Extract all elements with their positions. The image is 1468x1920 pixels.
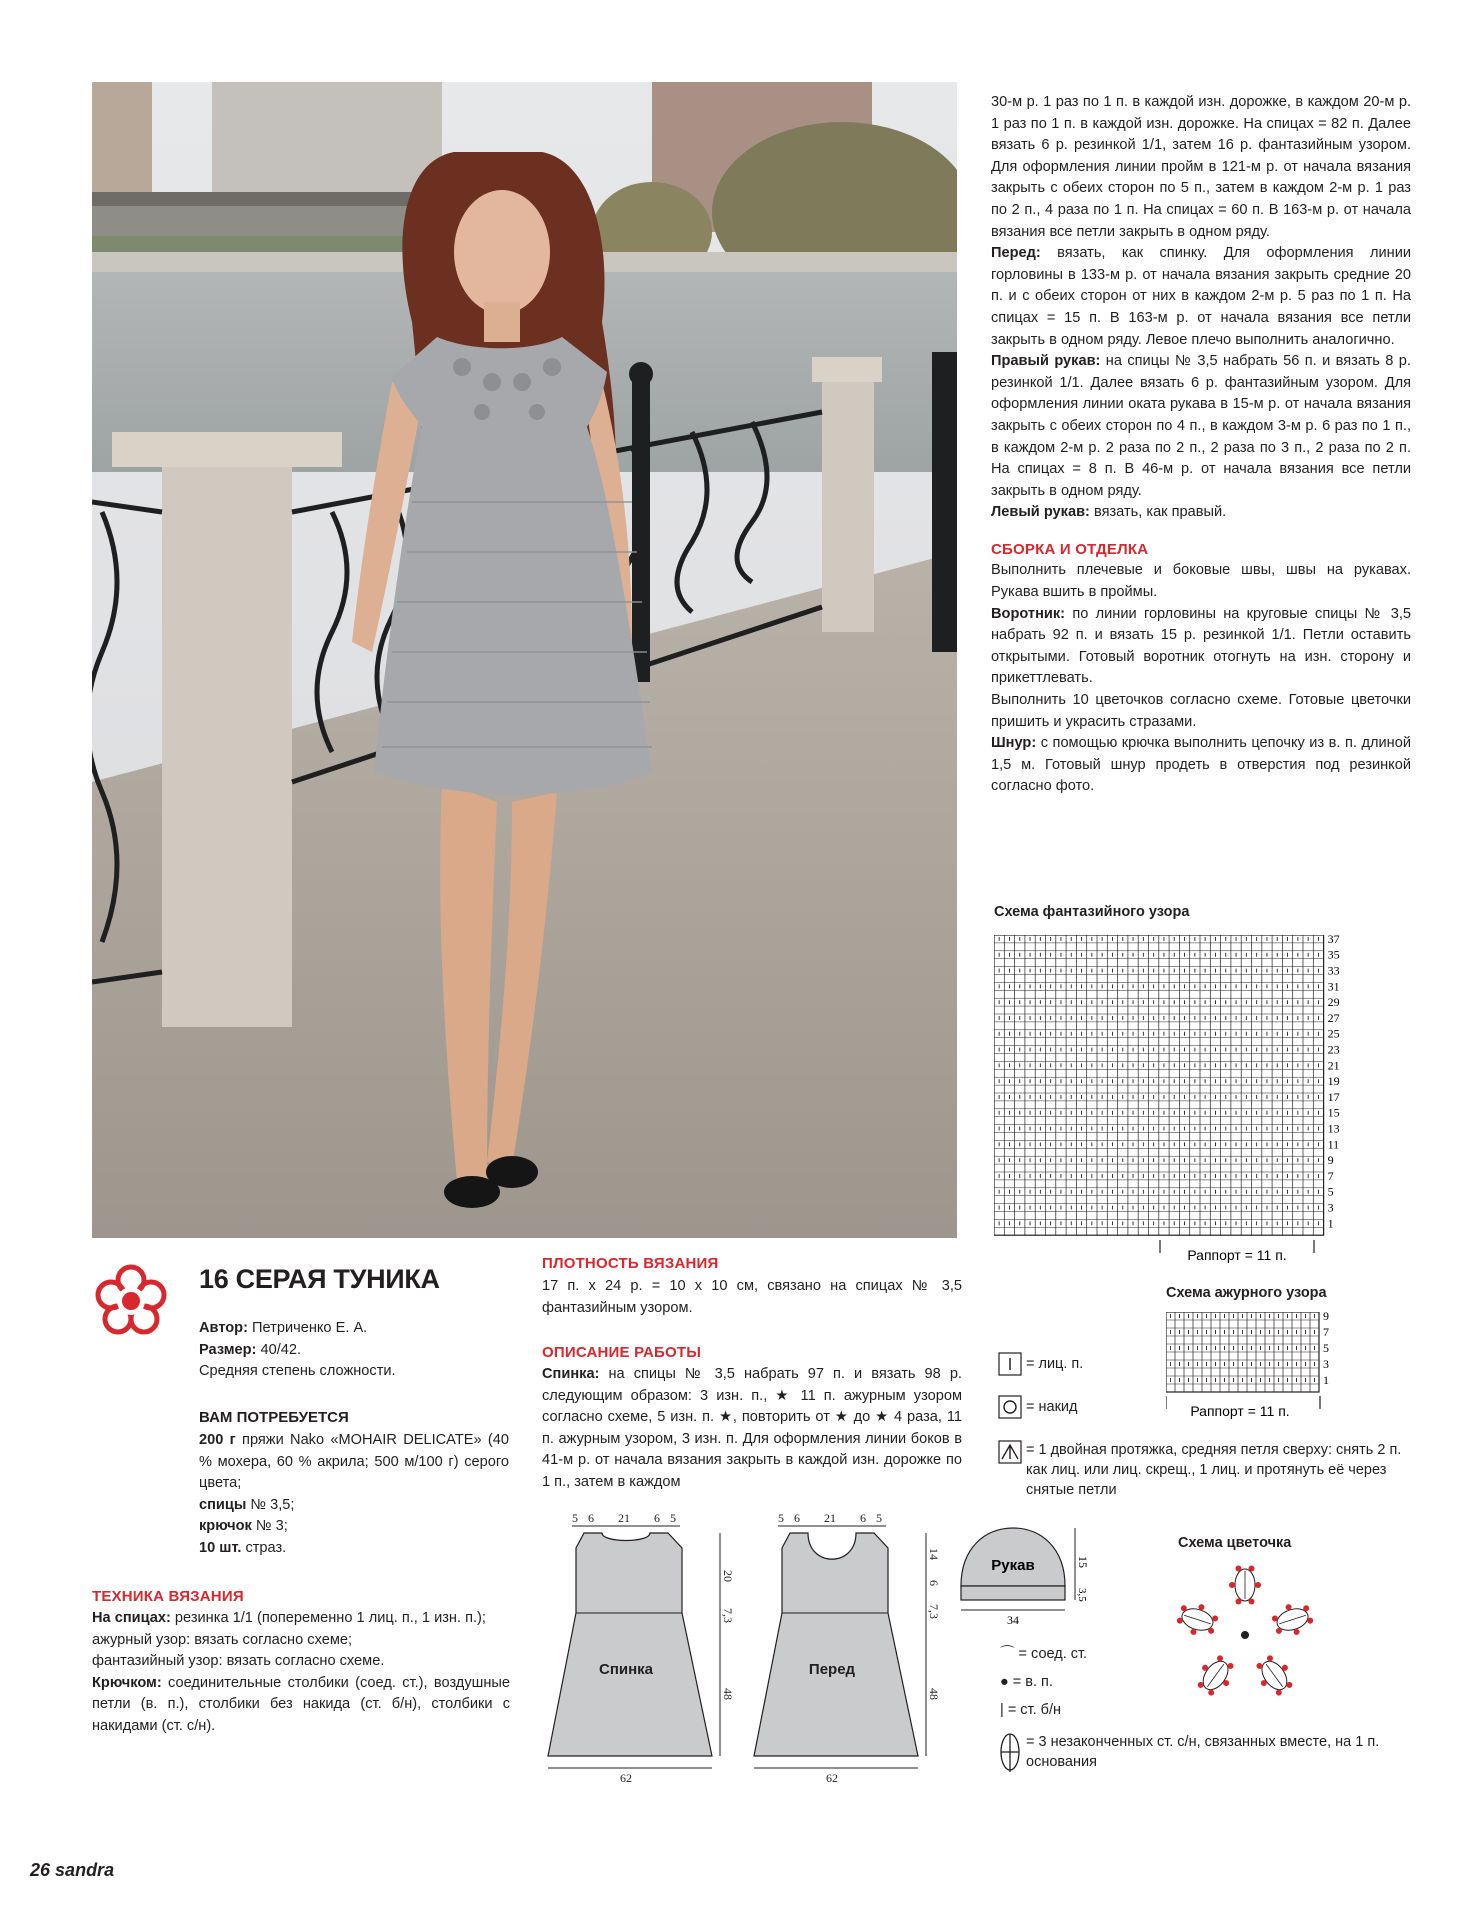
fancy-row-number: 29 [1327,995,1340,1010]
legend-slip-stitch [1000,1640,1087,1668]
materials-heading: ВАМ ПОТРЕБУЕТСЯ [199,1409,349,1426]
fancy-row-number: 31 [1327,979,1340,994]
legend-chain-text: = в. п. [1012,1674,1053,1690]
right-sleeve-label: Правый рукав: [991,353,1101,370]
left-sleeve-label: Левый рукав: [991,504,1090,521]
author-label: Автор: [199,1320,248,1336]
flower-petal [1191,1650,1240,1700]
legend-single-crochet-text: = ст. б/н [1007,1702,1061,1718]
size-value: 40/42. [260,1341,302,1358]
technique-crochet [92,1673,510,1738]
lace-repeat-label: Раппорт = 11 п. [1190,1403,1290,1419]
author-line [199,1318,499,1340]
yarn-text: пряжи Nako «MOHAIR DELICATE» (40 % мохера, 60 % акрила; 500 м/100 г) серого цвета; [199,1432,509,1492]
hook-label: крючок [199,1518,252,1535]
lace-row-number: 7 [1323,1325,1329,1339]
fancy-chart-title: Схема фантазийного узора [994,904,1190,920]
description-heading: ОПИСАНИЕ РАБОТЫ [542,1344,702,1361]
legend-chain [1000,1668,1087,1696]
fancy-chart-row-numbers [1328,935,1340,1230]
flower-petal [1229,1566,1261,1605]
front-label: Перед: [991,245,1041,262]
flower-petal [1269,1598,1316,1640]
sleeve-dim-height: 15 [1076,1556,1090,1568]
needles-value: № 3,5; [250,1496,295,1513]
magazine-name: sandra [55,1860,115,1880]
chain-icon: ● [1000,1674,1009,1690]
lace-row-number: 3 [1323,1357,1329,1371]
legend-slip-stitch-text: = соед. ст. [1018,1646,1088,1662]
page-footer [30,1860,114,1881]
slip-stitch-icon: ⌒ [1000,1646,1015,1662]
strass-count: 10 шт. [199,1539,242,1556]
back-dim-3: 21 [618,1511,630,1525]
fancy-row-number: 1 [1327,1216,1334,1231]
back-side-dim-1: 20 [721,1570,735,1582]
knit-symbol-icon [998,1352,1024,1378]
front-dim-2: 6 [794,1511,800,1525]
fancy-row-number: 25 [1327,1026,1340,1041]
cord-label: Шнур: [991,735,1037,752]
right-column-text [991,92,1411,798]
technique-needles-label: На спицах: [92,1610,171,1626]
yarn-amount: 200 г [199,1432,236,1448]
needles-line [199,1495,509,1517]
fancy-row-number: 7 [1327,1168,1334,1183]
sleeve-pattern [955,1508,1105,1628]
flower-chart [1170,1560,1320,1710]
back-side-dim-3: 48 [721,1688,735,1700]
technique-fancy: фантазийный узор: вязать согласно схеме. [92,1653,385,1670]
technique-heading: ТЕХНИКА ВЯЗАНИЯ [92,1588,244,1605]
back-dim-1: 5 [572,1511,578,1525]
back-continuation: 30-м р. 1 раз по 1 п. в каждой изн. дорожке, в каждом 20-м р. 1 раз по 1 п. в каждой изн. дорожке. На спицах = 82 п. Далее вязать 6 р. резинкой 1/1, затем 16 р. фантазийным узором. Для оформления линии пройм в 121-м р. от начала вязания закрыть с обеих сторон по 5 п., затем в каждом 2-м р. 1 раз по 2 п., 4 раза по 1 п. На спицах = 60 п. В 163-м р. от начала вязания все петли закрыть в одном ряду. [991,94,1411,240]
cord-text: с помощью крючка выполнить цепочку из в. п. длиной 1,5 м. Готовый шнур продеть в отверстия под резинкой согласно фото. [991,735,1411,795]
lace-row-number: 1 [1323,1373,1329,1387]
fancy-row-number: 23 [1327,1042,1340,1057]
technique-lace: ажурный узор: вязать согласно схеме; [92,1631,353,1648]
legend-single-crochet [1000,1696,1087,1724]
technique-needles-text: резинка 1/1 (попеременно 1 лиц. п., 1 изн. п.); [174,1610,486,1626]
left-sleeve-text: вязать, как правый. [1093,504,1227,521]
right-sleeve-paragraph [991,351,1411,502]
flower-legend [1000,1640,1087,1724]
sleeve-dim-width: 34 [1007,1613,1019,1627]
technique-crochet-text: соединительные столбики (соед. ст.), воздушные петли (в. п.), столбики без накида (ст. б/н), столбики с накидами (ст. с/н). [92,1674,510,1734]
back-dim-5: 5 [670,1511,676,1525]
front-piece-label: Перед [808,1661,856,1678]
front-dim-3: 21 [824,1511,836,1525]
back-piece-label: Спинка [598,1661,654,1678]
collar-label: Воротник: [991,605,1066,622]
fancy-row-number: 27 [1327,1010,1340,1025]
density-text: 17 п. х 24 р. = 10 х 10 см, связано на спицах № 3,5 фантазийным узором. [542,1278,962,1316]
legend-cluster: = 3 незаконченных ст. с/н, связанных вместе, на 1 п. основания [1026,1734,1380,1770]
collar-text: по линии горловины на круговые спицы № 3,5 набрать 92 п. и вязать 15 р. резинкой 1/1. Петли оставить открытыми. Готовый воротник отогнуть на изн. сторону и прикеттлевать. [991,605,1411,687]
photo-illustration [92,82,957,1238]
strass-text: страз. [245,1539,287,1556]
flower-petal [1250,1650,1299,1700]
fancy-row-number: 15 [1327,1105,1340,1120]
fancy-chart-grid [994,935,1324,1235]
front-side-dim-1: 14 [927,1548,941,1560]
sleeve-piece-label: Рукав [991,1557,1035,1574]
hook-value: № 3; [255,1518,288,1535]
front-text: вязать, как спинку. Для оформления линии горловины в 133-м р. от начала вязания закрыть средние 20 п. и с обеих сторон от них в каждом 2-м р. 5 раз по 1 п. На спицах = 15 п. В 163-м р. от начала вязания все петли закрыть в одном ряду. Левое плечо выполнить аналогично. [991,245,1411,348]
front-paragraph [991,243,1411,351]
fancy-row-number: 5 [1327,1184,1334,1199]
back-side-dim-2: 7,3 [721,1608,735,1623]
front-side-dim-4: 48 [927,1688,941,1700]
fancy-row-number: 17 [1327,1089,1340,1104]
description-text [542,1364,962,1494]
flower-chart-title: Схема цветочка [1178,1535,1292,1551]
lace-chart-row-numbers [1323,1312,1329,1387]
strass-line [199,1538,509,1560]
back-dim-4: 6 [654,1511,660,1525]
author-value: Петриченко Е. А. [252,1320,368,1336]
fancy-row-number: 35 [1327,947,1340,962]
collar-paragraph [991,604,1411,690]
legend-double-decrease: = 1 двойная протяжка, средняя петля сверху: снять 2 п. как лиц. или лиц. скрещ., 1 лиц. и протянуть её через снятые петли [1026,1442,1402,1498]
size-label: Размер: [199,1341,257,1358]
fancy-repeat-label: Раппорт = 11 п. [1187,1247,1287,1263]
back-label: Спинка: [542,1366,600,1382]
flowers-text: Выполнить 10 цветочков согласно схеме. Готовые цветочки пришить и украсить стразами. [991,692,1411,730]
fancy-row-number: 37 [1327,935,1340,946]
needles-label: спицы [199,1496,247,1513]
assembly-text: Выполнить плечевые и боковые швы, швы на рукавах. Рукава вшить в проймы. [991,562,1411,601]
lace-chart-title: Схема ажурного узора [1166,1285,1327,1301]
back-text: на спицы № 3,5 набрать 97 п. и вязать 98 р. следующим образом: 3 изн. п., ★ 11 п. ажурным узором согласно схеме, 5 изн. п. ★, повторить от ★ до ★ 4 раза, 11 п. ажурным узором, 3 изн. п. Для оформления линии боков в 41-м р. от начала вязания закрыть в каждой изн. дорожке по 1 п., затем в каждом [542,1366,962,1490]
back-dim-2: 6 [588,1511,594,1525]
lace-row-number: 9 [1323,1312,1329,1323]
double-decrease-symbol-icon [998,1440,1024,1466]
back-bottom-dim: 62 [620,1771,632,1785]
density-heading: ПЛОТНОСТЬ ВЯЗАНИЯ [542,1255,719,1272]
page-number: 26 [30,1860,51,1880]
yarn-line [199,1430,509,1495]
lace-chart [1166,1312,1386,1422]
front-dim-4: 6 [860,1511,866,1525]
size-line [199,1340,499,1362]
lace-chart-grid [1166,1312,1319,1392]
fancy-row-number: 13 [1327,1121,1340,1136]
front-side-dim-2: 6 [927,1580,941,1586]
fancy-row-number: 11 [1327,1137,1340,1152]
assembly-heading: СБОРКА И ОТДЕЛКА [991,540,1149,558]
tunic-photo [92,82,957,1238]
cluster-stitch-icon [1000,1732,1022,1776]
cord-paragraph [991,733,1411,798]
flower-logo-icon [92,1262,170,1340]
legend-knit: = лиц. п. [1026,1356,1084,1372]
front-dim-5: 5 [876,1511,882,1525]
front-bottom-dim: 62 [826,1771,838,1785]
materials-list [199,1430,509,1560]
yarn-over-symbol-icon [998,1395,1024,1421]
front-side-dim-3: 7,3 [927,1604,941,1619]
technique-needles [92,1608,510,1630]
sleeve-dim-band: 3,5 [1076,1588,1088,1602]
fancy-row-number: 3 [1327,1200,1334,1215]
left-sleeve-paragraph [991,502,1411,524]
fancy-row-number: 21 [1327,1058,1340,1073]
technique-crochet-label: Крючком: [92,1674,162,1691]
fancy-chart [994,935,1414,1275]
technique-text [92,1608,510,1738]
single-crochet-icon: | [1000,1702,1004,1718]
difficulty-line: Средняя степень сложности. [199,1363,396,1380]
right-sleeve-text: на спицы № 3,5 набрать 56 п. и вязать 8 р. резинкой 1/1. Далее вязать 6 р. фантазийным узором. Для оформления линии оката рукава в 15-м р. от начала вязания закрыть с обеих сторон по 4 п., в каждом 3-м р. 6 раз по 1 п., в каждом 2-м р. 2 раза по 2 п., 2 раза по 3 п., 2 раза по 2 п. На спицах = 8 п. В 46-м р. от начала вязания все петли закрыть в одном ряду. [991,353,1411,499]
hook-line [199,1516,509,1538]
lace-row-number: 5 [1323,1341,1329,1355]
title-info [199,1318,499,1383]
flower-petal [1174,1598,1221,1640]
garment-patterns [540,1508,1000,1788]
fancy-row-number: 9 [1327,1153,1334,1168]
fancy-row-number: 19 [1327,1074,1340,1089]
page-title: 16 СЕРАЯ ТУНИКА [199,1264,440,1294]
legend-yo: = накид [1026,1399,1078,1415]
fancy-row-number: 33 [1327,963,1340,978]
front-dim-1: 5 [778,1511,784,1525]
